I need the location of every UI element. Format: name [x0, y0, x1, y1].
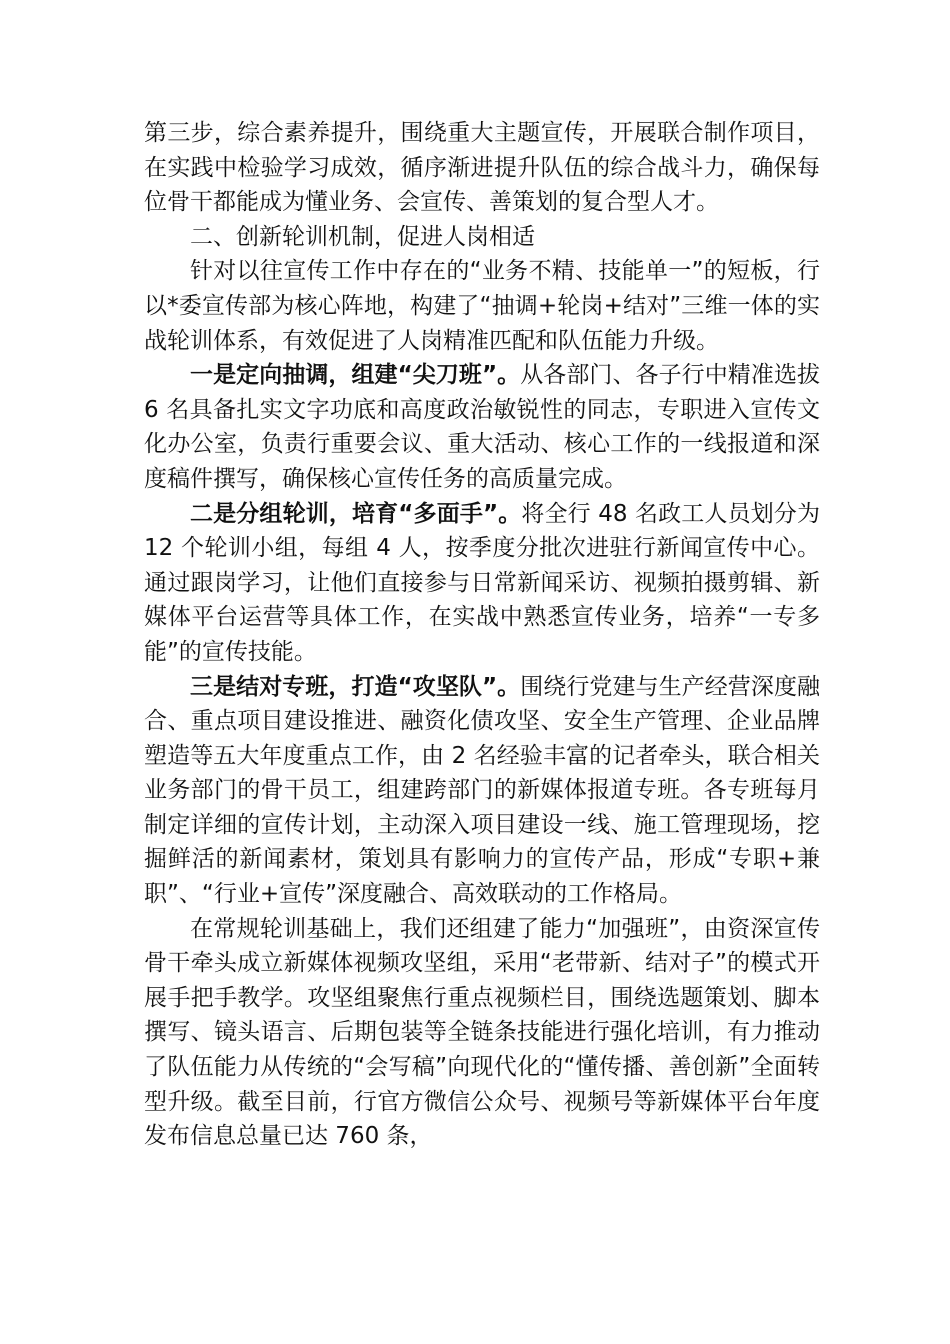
section-heading-text: 二、创新轮训机制，促进人岗相适	[190, 223, 535, 250]
document-body	[144, 116, 820, 1154]
paragraph-text: 围绕行党建与生产经营深度融合、重点项目建设推进、融资化债攻坚、安全生产管理、企业品牌塑造等五大年度重点工作，由 2 名经验丰富的记者牵头，联合相关业务部门的骨干员工，组建跨部门的新媒体报道专班。各专班每月制定详细的宣传计划，主动深入项目建设一线、施工管理现场，挖掘鲜活的新闻素材，策划具有影响力的宣传产品，形成“专职+兼职”、“行业+宣传”深度融合、高效联动的工作格局。	[144, 673, 821, 908]
point-one-lead: 一是定向抽调，组建“尖刀班”。	[190, 362, 521, 389]
section-heading	[144, 220, 820, 255]
paragraph-text: 针对以往宣传工作中存在的“业务不精、技能单一”的短板，行以*委宣传部为核心阵地，构建了“抽调+轮岗+结对”三维一体的实战轮训体系，有效促进了人岗精准匹配和队伍能力升级。	[144, 258, 820, 354]
paragraph-point-three	[144, 670, 820, 912]
paragraph-text: 从各部门、各子行中精准选拔 6 名具备扎实文字功底和高度政治敏锐性的同志，专职进入宣传文化办公室，负责行重要会议、重大活动、核心工作的一线报道和深度稿件撰写，确保核心宣传任务的高质量完成。	[144, 362, 821, 492]
point-three-lead: 三是结对专班，打造“攻坚队”。	[190, 673, 521, 700]
paragraph-enhancement	[144, 912, 820, 1154]
point-two-lead: 二是分组轮训，培育“多面手”。	[190, 500, 522, 527]
paragraph-step-three	[144, 116, 820, 220]
paragraph-intro	[144, 254, 820, 358]
paragraph-text: 将全行 48 名政工人员划分为 12 个轮训小组，每组 4 人，按季度分批次进驻行新闻宣传中心。通过跟岗学习，让他们直接参与日常新闻采访、视频拍摄剪辑、新媒体平台运营等具体工作，在实战中熟悉宣传业务，培养“一专多能”的宣传技能。	[144, 500, 821, 665]
paragraph-point-two	[144, 497, 820, 670]
paragraph-text: 在常规轮训基础上，我们还组建了能力“加强班”，由资深宣传骨干牵头成立新媒体视频攻坚组，采用“老带新、结对子”的模式开展手把手教学。攻坚组聚焦行重点视频栏目，围绕选题策划、脚本撰写、镜头语言、后期包装等全链条技能进行强化培训，有力推动了队伍能力从传统的“会写稿”向现代化的“懂传播、善创新”全面转型升级。截至目前，行官方微信公众号、视频号等新媒体平台年度发布信息总量已达 760 条，	[144, 915, 820, 1150]
paragraph-text: 第三步，综合素养提升，围绕重大主题宣传，开展联合制作项目，在实践中检验学习成效，循序渐进提升队伍的综合战斗力，确保每位骨干都能成为懂业务、会宣传、善策划的复合型人才。	[144, 120, 820, 216]
paragraph-point-one	[144, 358, 820, 496]
